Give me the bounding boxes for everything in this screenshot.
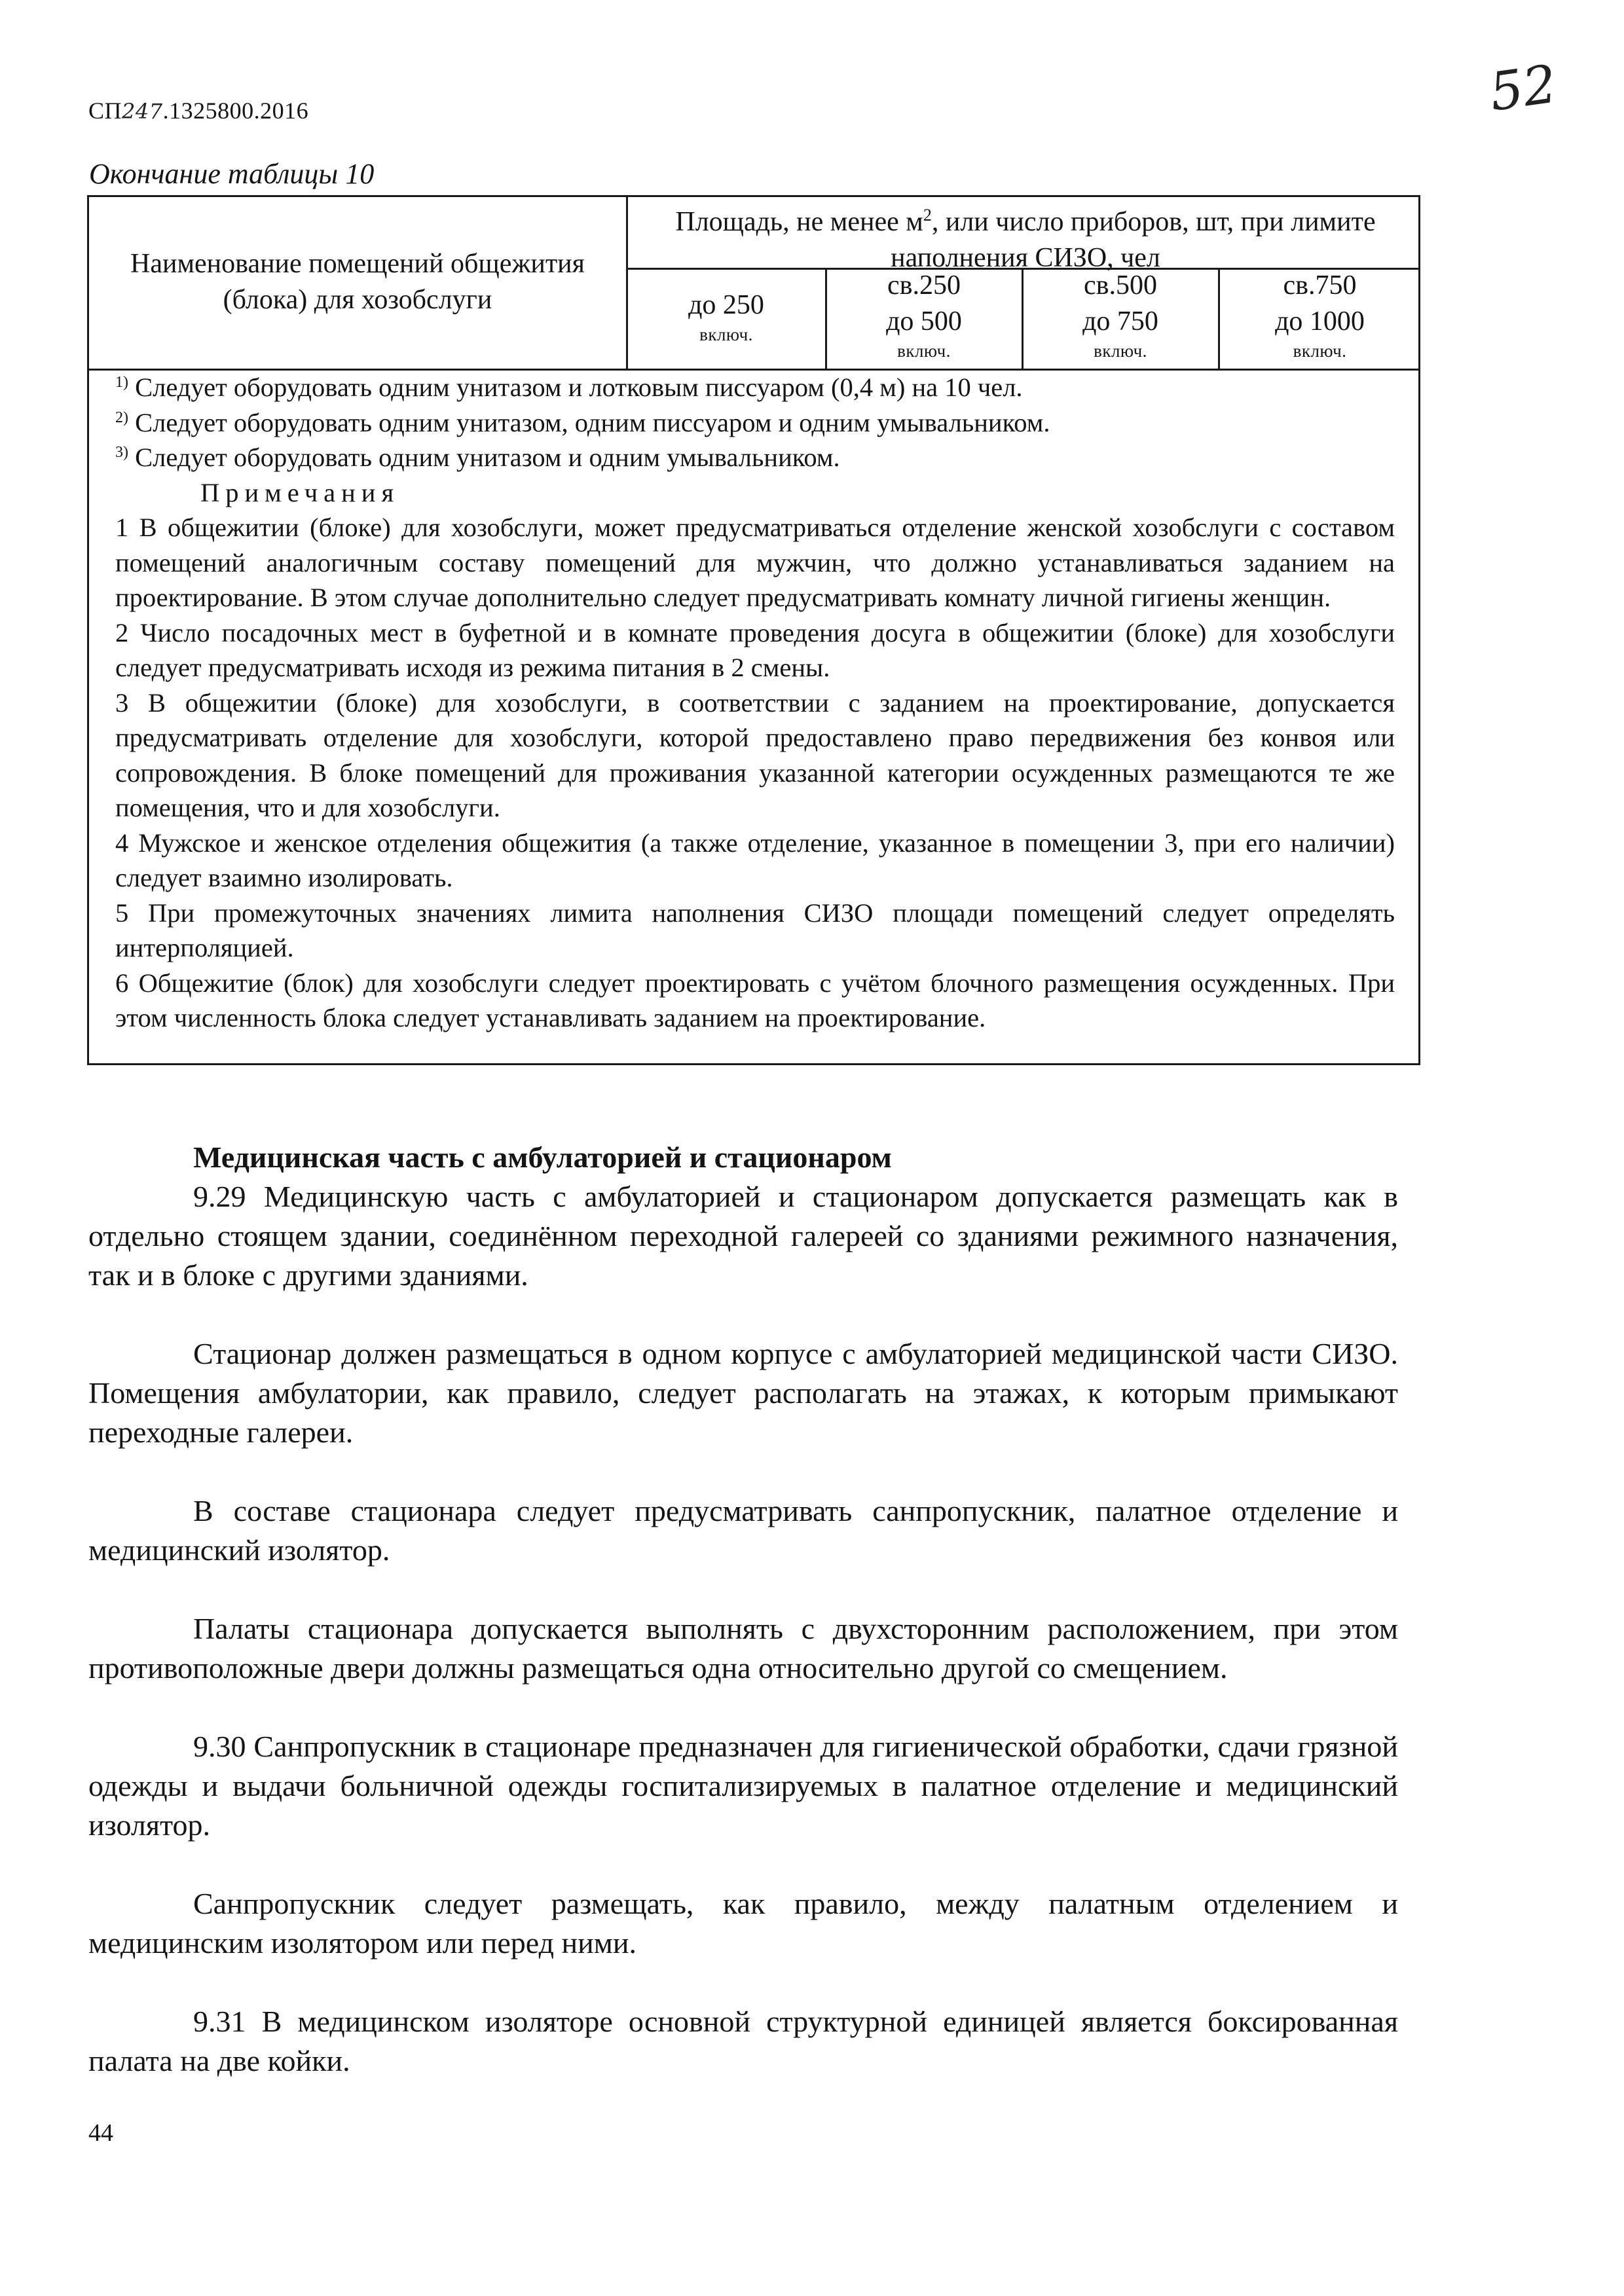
header-col-4: св.750 до 1000 включ. bbox=[1275, 270, 1365, 361]
section-heading: Медицинская часть с амбулаторией и стационаром bbox=[193, 1140, 892, 1174]
header-room-name: Наименование помещений общежития (блока) для хозобслуги bbox=[130, 249, 585, 315]
footnote-2: $^{2)}$ Следует оборудовать одним унитазом, одним писсуаром и одним умывальником. bbox=[115, 407, 1050, 437]
page-number: 44 bbox=[88, 2119, 113, 2147]
note-2: 2 Число посадочных мест в буфетной и в комнате проведения досуга в общежитии (блоке) для хозобслуги следует предусматривать исходя из режима питания в 2 смены. bbox=[115, 617, 1395, 682]
paragraph-9-30: 9.30 Санпропускник в стационаре предназначен для гигиенической обработки, сдачи грязной одежды и выдачи больничной одежды госпитализируемых в палатное отделение и медицинский изолятор. bbox=[88, 1730, 1398, 1842]
table-notes bbox=[115, 370, 1395, 1036]
table-caption: Окончание таблицы 10 bbox=[89, 158, 375, 190]
paragraph-hospital-placement: Стационар должен размещаться в одном корпусе с амбулаторией медицинской части СИЗО. Помещения амбулатории, как правило, следует располагать на этажах, к которым примыкают переходные галереи. bbox=[88, 1337, 1398, 1449]
note-1: 1 В общежитии (блоке) для хозобслуги, может предусматриваться отделение женской хозобслуги с составом помещений аналогичным составу помещений для мужчин, что должно устанавливаться заданием на проектирование. В этом случае дополнительно следует предусматривать комнату личной гигиены женщин. bbox=[115, 513, 1395, 612]
paragraph-9-31: 9.31 В медицинском изоляторе основной структурной единицей является боксированная палата на две койки. bbox=[88, 2005, 1398, 2077]
note-5: 5 При промежуточных значениях лимита наполнения СИЗО площади помещений следует определять интерполяцией. bbox=[115, 898, 1395, 962]
note-4: 4 Мужское и женское отделения общежития (а также отделение, указанное в помещении 3, при его наличии) следует взаимно изолировать. bbox=[115, 828, 1395, 892]
paragraph-sanitary-placement: Санпропускник следует размещать, как правило, между палатным отделением и медицинским изолятором или перед ними. bbox=[88, 1887, 1398, 1959]
header-col-2: св.250 до 500 включ. bbox=[886, 270, 962, 361]
note-6: 6 Общежитие (блок) для хозобслуги следует проектировать с учётом блочного размещения осужденных. При этом численность блока следует устанавливать заданием на проектирование. bbox=[115, 968, 1395, 1032]
code-prefix: СП bbox=[88, 98, 122, 124]
code-rest: .1325800.2016 bbox=[162, 98, 309, 124]
header-col-1: до 250 включ. bbox=[688, 290, 764, 344]
header-col-3: св.500 до 750 включ. bbox=[1082, 270, 1158, 361]
footnote-1: $^{1)}$ Следует оборудовать одним унитазом и лотковым писсуаром (0,4 м) на 10 чел. bbox=[115, 373, 1023, 402]
paragraph-wards-layout: Палаты стационара допускается выполнять с двухсторонним расположением, при этом противоположные двери должны размещаться одна относительно другой со смещением. bbox=[88, 1612, 1398, 1685]
table-10-end bbox=[87, 195, 1420, 1065]
note-3: 3 В общежитии (блоке) для хозобслуги, в соответствии с заданием на проектирование, допускается предусматривать отделение для хозобслуги, которой предоставлено право передвижения без конвоя или сопровождения. В блоке помещений для проживания указанной категории осужденных размещаются те же помещения, что и для хозобслуги. bbox=[115, 687, 1395, 822]
handwritten-code-number: 247 bbox=[122, 99, 163, 124]
paragraph-9-29: 9.29 Медицинскую часть с амбулаторией и стационаром допускается размещать как в отдельно стоящем здании, соединённом переходной галереей со зданиями режимного назначения, так и в блоке с другими зданиями. bbox=[88, 1180, 1398, 1292]
footnote-3: $^{3)}$ Следует оборудовать одним унитазом и одним умывальником. bbox=[115, 443, 840, 472]
paragraph-hospital-composition: В составе стационара следует предусматривать санпропускник, палатное отделение и медицинский изолятор. bbox=[88, 1494, 1398, 1567]
document-code bbox=[88, 97, 308, 124]
notes-title: Примечания bbox=[200, 477, 400, 507]
handwritten-page-number: 52 bbox=[1486, 53, 1560, 123]
section-medical-unit bbox=[88, 1138, 1398, 2081]
header-area-group: Площадь, не менее $м^2$, или число приборов, шт, при лимите наполнения СИЗО, чел bbox=[675, 206, 1376, 273]
